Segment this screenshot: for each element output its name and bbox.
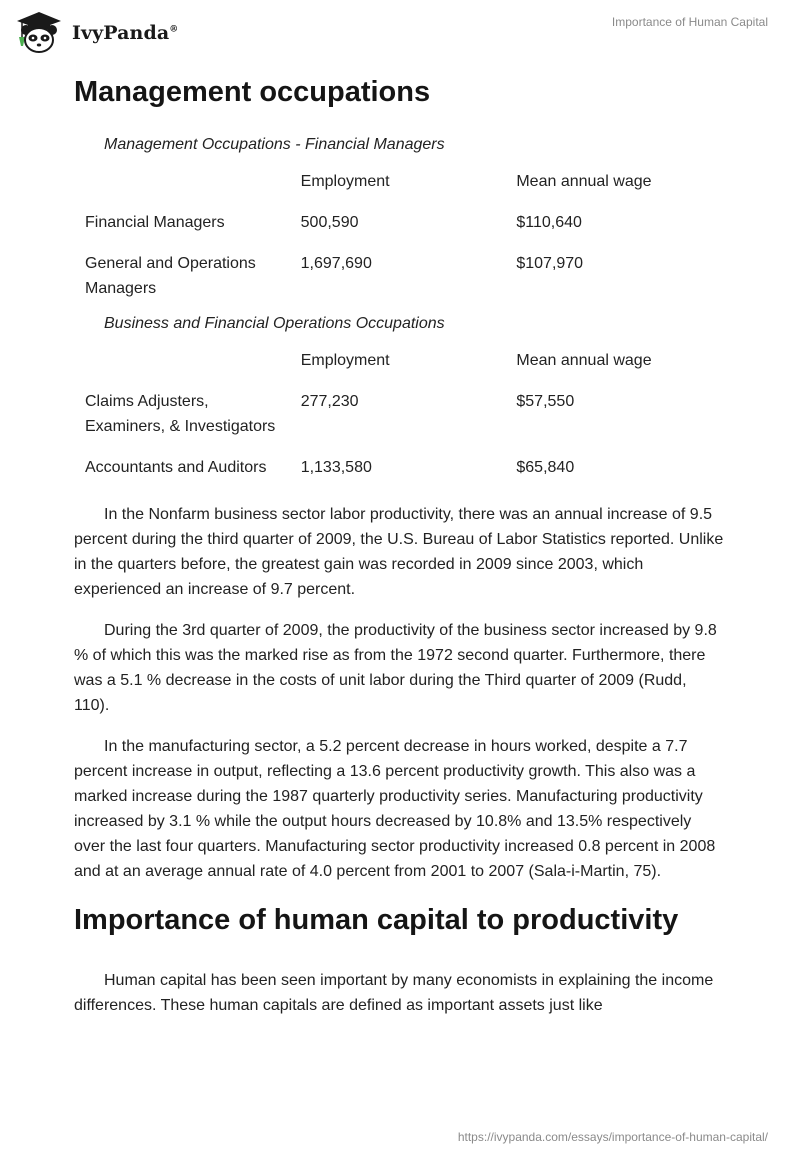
table-cell: 1,697,690 xyxy=(300,255,372,272)
table-row xyxy=(77,447,724,488)
table-cell: 500,590 xyxy=(300,214,359,231)
document-title: Importance of Human Capital xyxy=(611,15,768,29)
table-header-cell xyxy=(77,340,293,381)
table-cell: $110,640 xyxy=(516,214,582,231)
body-paragraph: Human capital has been seen important by many economists in explaining the income differences. These human capitals are defined as important assets just like xyxy=(74,972,714,1014)
table-header-cell: Mean annual wage xyxy=(516,173,652,190)
table-cell: General and Operations Managers xyxy=(85,255,256,297)
body-paragraph: In the Nonfarm business sector labor productivity, there was an annual increase of 9.5 percent during the third quarter of 2009, the U.S. Bureau of Labor Statistics reported. Unlike in the quarters before, the greatest gain was recorded in 2009 since 2003, which experienced an increase of 9.7 percent. xyxy=(74,506,724,598)
financial-managers-table xyxy=(77,161,724,309)
table-cell: 277,230 xyxy=(300,393,359,410)
table-cell: Financial Managers xyxy=(85,214,225,231)
article-content xyxy=(74,72,724,1034)
business-operations-table xyxy=(77,340,724,488)
ivypanda-logo[interactable] xyxy=(14,10,178,54)
table-cell: 1,133,580 xyxy=(300,459,372,476)
table-cell: $107,970 xyxy=(516,255,584,272)
table-cell: $65,840 xyxy=(516,459,575,476)
panda-graduate-icon xyxy=(14,10,64,54)
table-header-row xyxy=(77,340,724,381)
table-header-cell: Employment xyxy=(300,173,390,190)
source-url[interactable]: https://ivypanda.com/essays/importance-of-human-capital/ xyxy=(457,1130,768,1144)
table-header-cell: Mean annual wage xyxy=(516,352,652,369)
body-paragraph: During the 3rd quarter of 2009, the productivity of the business sector increased by 9.8 % of which this was the marked rise as from the 1972 second quarter. Furthermore, there was a 5.1 % decrease in the costs of unit labor during the Third quarter of 2009 (Rudd, 110). xyxy=(74,622,717,714)
table-cell: Claims Adjusters, Examiners, & Investigators xyxy=(85,393,276,435)
table-row xyxy=(77,202,724,243)
table-caption: Business and Financial Operations Occupations xyxy=(104,315,445,332)
body-paragraph: In the manufacturing sector, a 5.2 percent decrease in hours worked, despite a 7.7 percent increase in output, reflecting a 13.6 percent productivity growth. This also was a marked increase during the 1987 quarterly productivity series. Manufacturing productivity increased by 3.1 % while the output hours decreased by 10.8% and 13.5% respectively over the last four quarters. Manufacturing sector productivity increased 0.8 percent in 2008 and at an average annual rate of 4.0 percent from 2001 to 2007 (Sala-i-Martin, 75). xyxy=(74,738,716,880)
table-cell: Accountants and Auditors xyxy=(85,459,267,476)
page-header xyxy=(0,0,800,70)
table-cell: $57,550 xyxy=(516,393,575,410)
table-row xyxy=(77,381,724,447)
section-heading: Importance of human capital to productivity xyxy=(74,904,679,936)
table-row xyxy=(77,243,724,309)
brand-name: IvyPanda® xyxy=(72,22,179,44)
section-heading: Management occupations xyxy=(74,76,431,108)
table-header-row xyxy=(77,161,724,202)
table-caption: Management Occupations - Financial Managers xyxy=(104,136,445,153)
table-header-cell: Employment xyxy=(300,352,390,369)
table-header-cell xyxy=(77,161,293,202)
